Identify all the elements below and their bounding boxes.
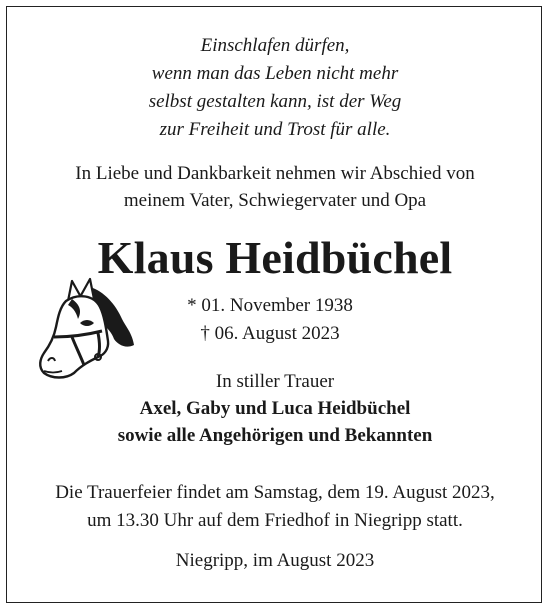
- mourners-heading: In stiller Trauer: [215, 371, 335, 392]
- intro-line: meinem Vater, Schwiegervater und Opa: [123, 190, 427, 211]
- poem-line: selbst gestalten kann, ist der Weg: [148, 91, 402, 112]
- place-and-date: Niegripp, im August 2023: [175, 550, 375, 571]
- birth-date: * 01. November 1938: [187, 295, 353, 316]
- mourners-family: Axel, Gaby und Luca Heidbüchel: [139, 398, 411, 419]
- mourners: [0, 368, 550, 449]
- poem-line: Einschlafen dürfen,: [200, 35, 350, 56]
- intro-text: [0, 160, 550, 214]
- death-date: † 06. August 2023: [200, 323, 340, 344]
- service-line: Die Trauerfeier findet am Samstag, dem 19. August 2023,: [55, 482, 495, 503]
- poem-line: zur Freiheit und Trost für alle.: [159, 119, 391, 140]
- deceased-name: Klaus Heidbüchel: [97, 232, 453, 283]
- poem: [0, 32, 550, 144]
- service-line: um 13.30 Uhr auf dem Friedhof in Niegripp statt.: [87, 510, 463, 531]
- funeral-service: [0, 479, 550, 535]
- life-dates: [180, 292, 360, 348]
- mourners-others: sowie alle Angehörigen und Bekannten: [117, 425, 433, 446]
- intro-line: In Liebe und Dankbarkeit nehmen wir Abschied von: [75, 163, 475, 184]
- poem-line: wenn man das Leben nicht mehr: [151, 63, 399, 84]
